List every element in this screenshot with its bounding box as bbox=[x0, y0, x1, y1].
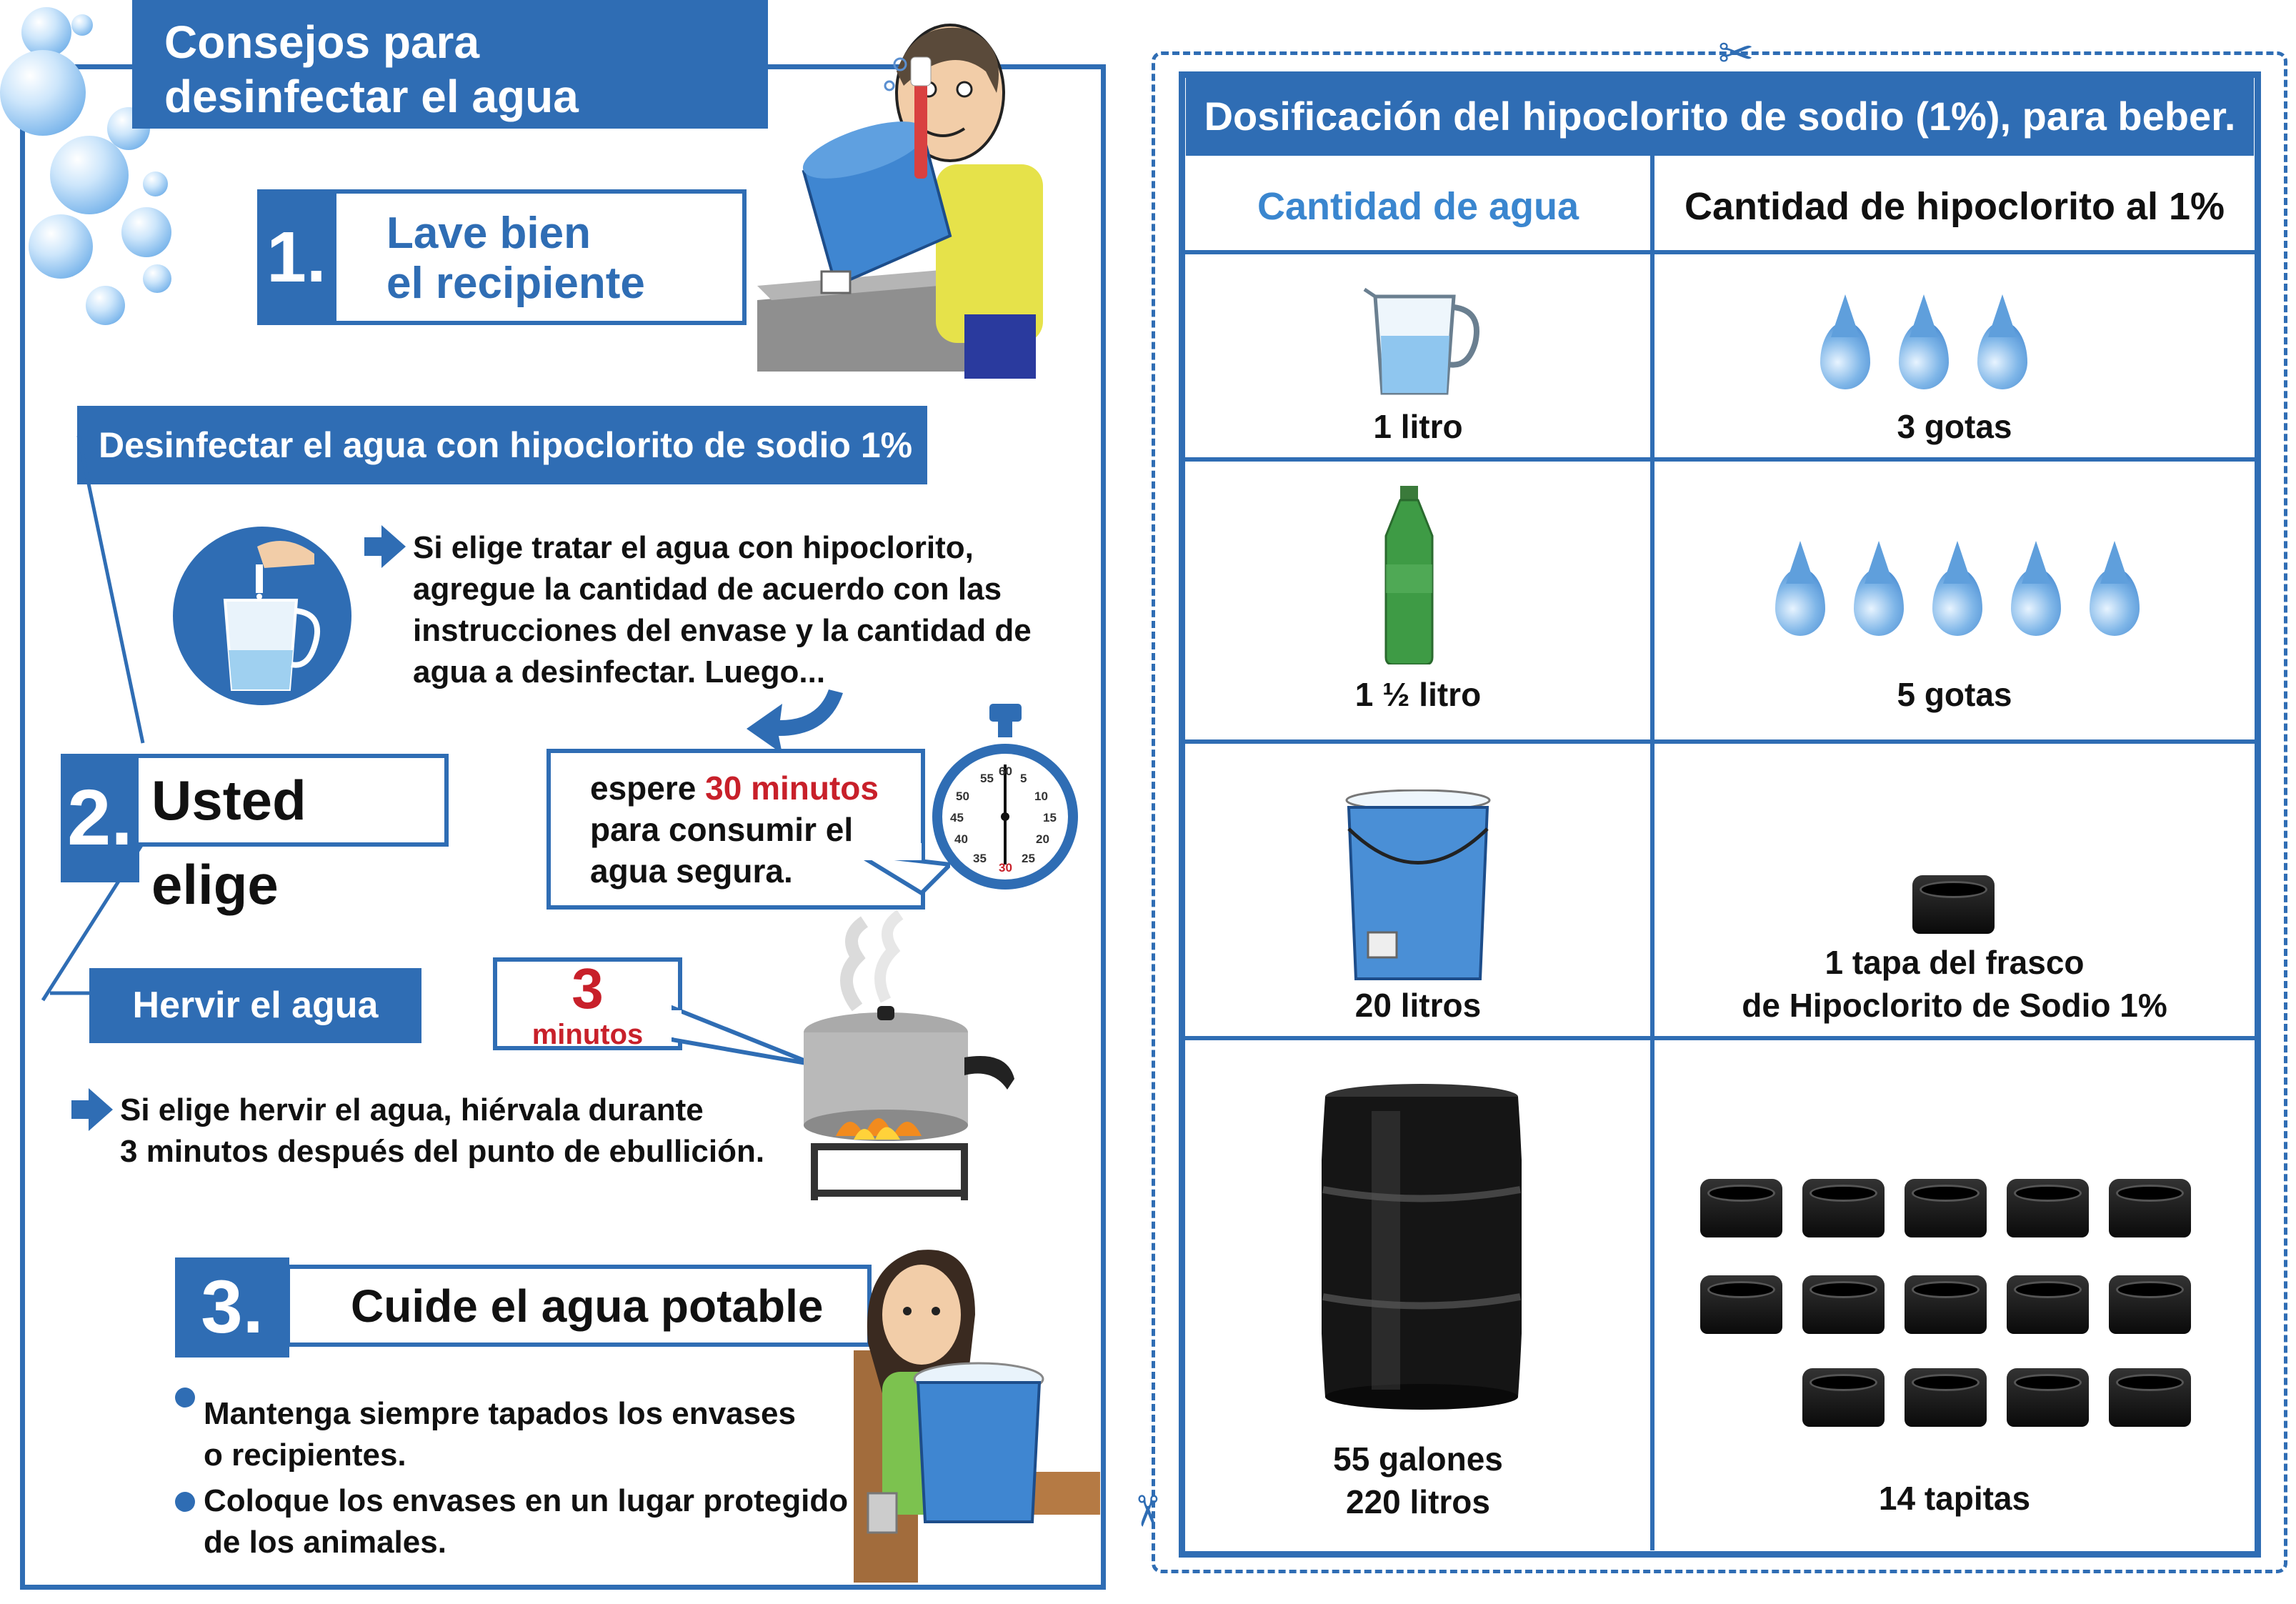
cap-icon bbox=[2109, 1368, 2191, 1427]
stopwatch-number: 55 bbox=[980, 772, 994, 785]
water-amount: 1 litro bbox=[1373, 408, 1463, 445]
cap-icon bbox=[2007, 1368, 2089, 1427]
bullet-icon bbox=[175, 1492, 195, 1512]
cap-icon bbox=[1905, 1368, 1987, 1427]
step1-box bbox=[332, 189, 747, 325]
care-bullet-line: o recipientes. bbox=[204, 1438, 406, 1473]
hypochlorite-dose: 5 gotas bbox=[1897, 676, 2012, 713]
care-bullet-line: de los animales. bbox=[204, 1525, 446, 1560]
stopwatch-number: 50 bbox=[956, 789, 969, 803]
step1-number: 1. bbox=[257, 189, 336, 325]
hypochlorite-dose: 3 gotas bbox=[1897, 408, 2012, 445]
cap-icon bbox=[1700, 1179, 1782, 1237]
care-bullet-line: Mantenga siempre tapados los envases bbox=[204, 1396, 796, 1431]
pitcher-icon bbox=[1361, 279, 1482, 400]
disinfect-bar: Desinfectar el agua con hipoclorito de sodio 1% bbox=[77, 406, 927, 484]
cap-icon bbox=[2007, 1179, 2089, 1237]
cap-icon bbox=[1905, 1179, 1987, 1237]
water-amount-line1: 55 galones bbox=[1333, 1440, 1503, 1478]
water-amount-line2: 220 litros bbox=[1346, 1483, 1490, 1520]
bottle-icon bbox=[1382, 486, 1436, 664]
hypochlorite-dose: 14 tapitas bbox=[1878, 1480, 2031, 1517]
boil-minutes-number: 3 bbox=[571, 957, 604, 1020]
hypochlorite-text-line: Si elige tratar el agua con hipoclorito, bbox=[413, 530, 974, 565]
hypochlorite-text bbox=[413, 527, 1032, 693]
wait-text-pre: espere bbox=[590, 769, 706, 807]
title-line-2: desinfectar el agua bbox=[164, 71, 579, 122]
step3-number: 3. bbox=[175, 1257, 289, 1358]
stopwatch-number: 30 bbox=[999, 861, 1012, 875]
hypochlorite-text-line: agua a desinfectar. Luego... bbox=[413, 654, 826, 689]
stopwatch-number: 25 bbox=[1022, 852, 1035, 865]
care-bullet-2 bbox=[204, 1480, 848, 1563]
stopwatch-number: 10 bbox=[1034, 789, 1048, 803]
step1-line-2: el recipiente bbox=[386, 259, 645, 308]
care-bullet-line: Coloque los envases en un lugar protegido bbox=[204, 1483, 849, 1518]
boil-text bbox=[120, 1090, 764, 1172]
boil-bar-connector bbox=[50, 986, 93, 1000]
column-header-water: Cantidad de agua bbox=[1257, 185, 1579, 228]
boil-callout bbox=[493, 957, 682, 1050]
step2-connector-lines bbox=[29, 429, 171, 1015]
title-banner bbox=[132, 0, 768, 129]
wait-text-line3: agua segura. bbox=[590, 852, 793, 890]
barrel-icon bbox=[1322, 1082, 1522, 1411]
stopwatch-number: 35 bbox=[973, 852, 987, 865]
hypochlorite-text-line: agregue la cantidad de acuerdo con las bbox=[413, 572, 1002, 607]
stopwatch-number: 45 bbox=[950, 811, 964, 825]
step2-number: 2. bbox=[61, 754, 139, 882]
cap-icon bbox=[1905, 1275, 1987, 1334]
column-header-hypochlorite: Cantidad de hipoclorito al 1% bbox=[1684, 185, 2225, 228]
dosage-table-title: Dosificación del hipoclorito de sodio (1%), para beber. bbox=[1186, 77, 2254, 156]
bullet-icon bbox=[175, 1388, 195, 1408]
stopwatch-number: 20 bbox=[1036, 832, 1049, 846]
water-amount: 20 litros bbox=[1354, 987, 1482, 1024]
cap-icon bbox=[1700, 1275, 1782, 1334]
stopwatch-number: 15 bbox=[1043, 811, 1057, 825]
boil-text-line: Si elige hervir el agua, hiérvala durante bbox=[120, 1092, 704, 1127]
hypochlorite-dose-line1: 1 tapa del frasco bbox=[1825, 944, 2085, 981]
scissors-icon: ✂ bbox=[1718, 29, 1755, 77]
step2-label: Usted elige bbox=[134, 754, 449, 847]
hypochlorite-dose-line2: de Hipoclorito de Sodio 1% bbox=[1742, 987, 2167, 1024]
boil-text-line: 3 minutos después del punto de ebullición. bbox=[120, 1134, 765, 1169]
cap-icon bbox=[1802, 1179, 1885, 1237]
stopwatch-number: 5 bbox=[1020, 772, 1027, 785]
cap-icon bbox=[2007, 1275, 2089, 1334]
cap-icon bbox=[1912, 875, 1995, 934]
hypochlorite-text-line: instrucciones del envase y la cantidad de bbox=[413, 613, 1032, 648]
step3-label: Cuide el agua potable bbox=[286, 1265, 872, 1347]
cap-icon bbox=[2109, 1179, 2191, 1237]
wait-time-highlight: 30 minutos bbox=[705, 769, 879, 807]
wait-text-line2: para consumir el bbox=[590, 811, 854, 848]
care-bullet-1 bbox=[204, 1393, 796, 1476]
boil-minutes-unit: minutos bbox=[531, 1019, 644, 1050]
boil-bar: Hervir el agua bbox=[89, 968, 421, 1043]
step1-line-1: Lave bien bbox=[386, 209, 591, 258]
bucket-icon bbox=[1343, 789, 1497, 982]
scissors-icon: ✂ bbox=[1123, 1493, 1172, 1530]
stopwatch-number: 40 bbox=[954, 832, 968, 846]
title-line-1: Consejos para bbox=[164, 16, 480, 68]
cap-icon bbox=[2109, 1275, 2191, 1334]
cap-icon bbox=[1802, 1275, 1885, 1334]
cap-icon bbox=[1802, 1368, 1885, 1427]
water-amount: 1 ½ litro bbox=[1354, 676, 1482, 713]
stopwatch-number: 60 bbox=[999, 764, 1012, 778]
